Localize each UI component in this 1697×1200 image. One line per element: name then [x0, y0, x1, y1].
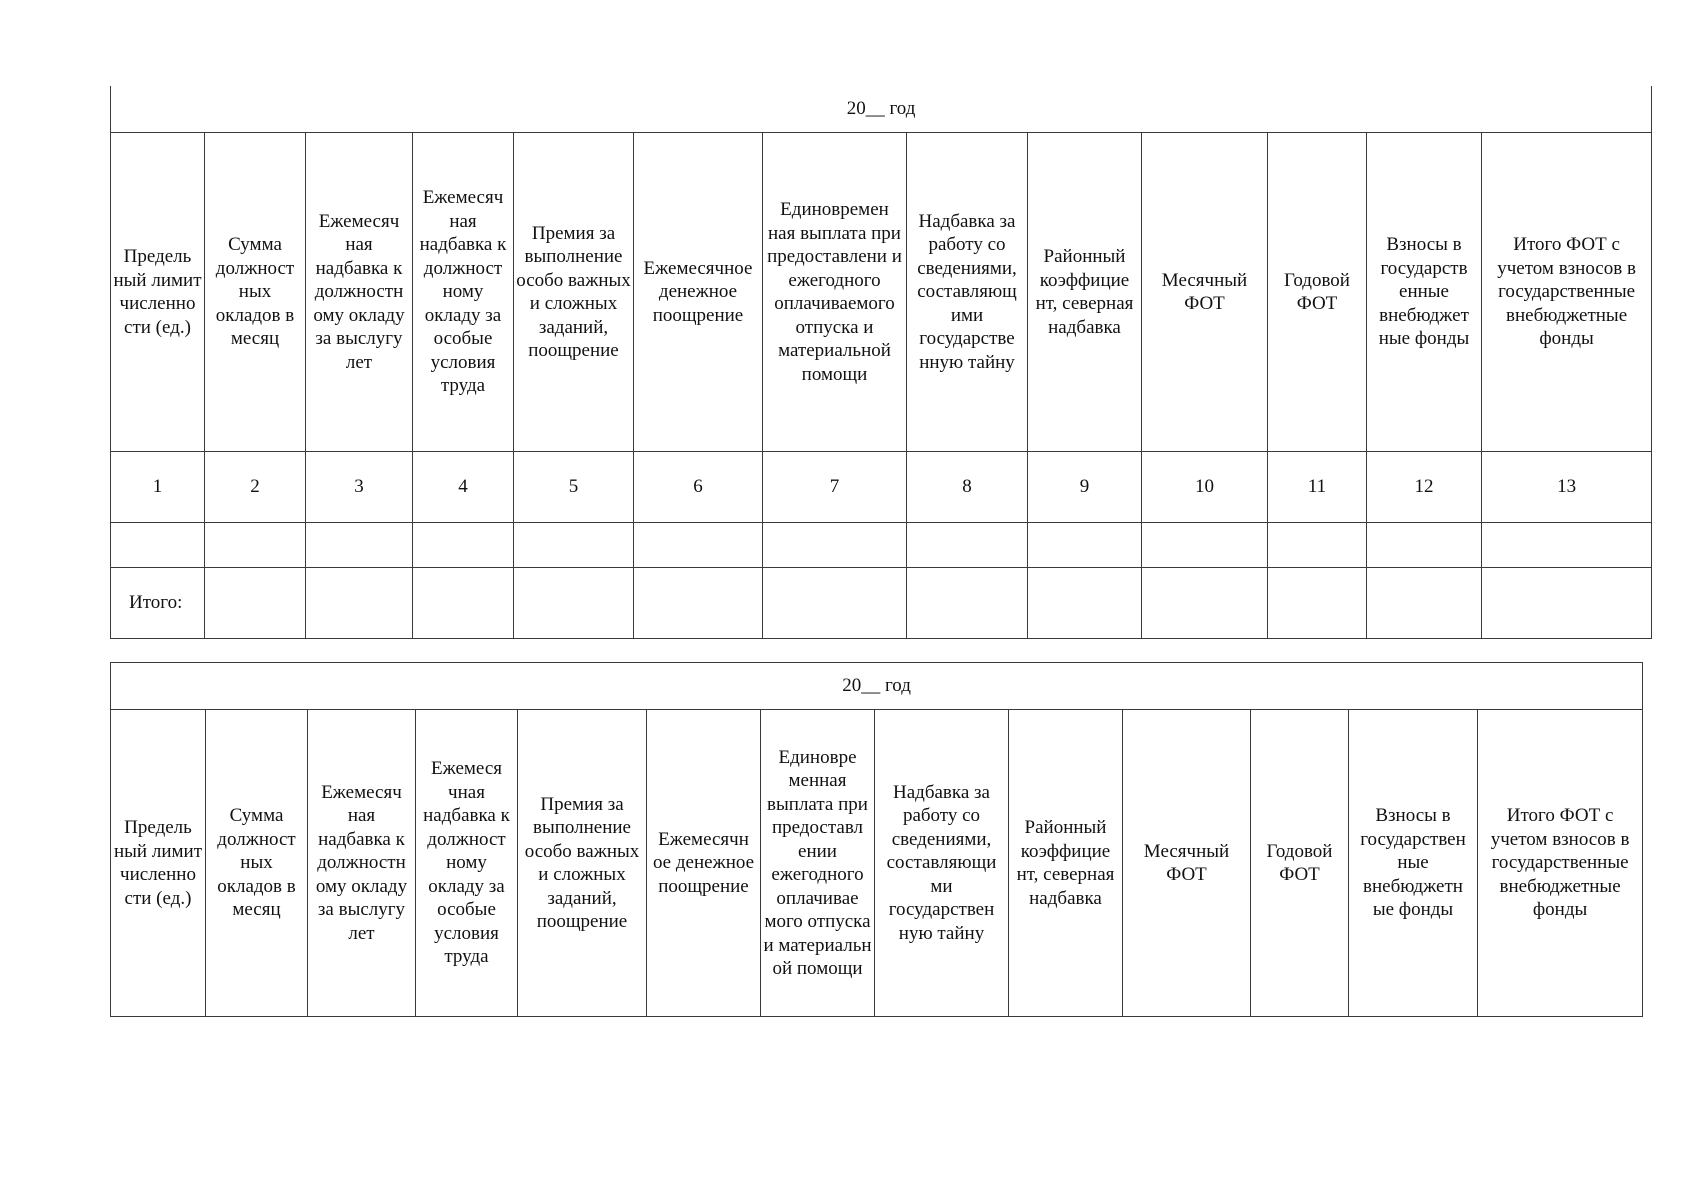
column-number: 1: [111, 452, 205, 523]
header-cell-3: Ежемесяч ная надбавка к должностн ому окладу за выслугу лет: [308, 710, 416, 1017]
table-cell[interactable]: [111, 523, 205, 568]
table-cell[interactable]: [306, 523, 413, 568]
header-cell-7: Единовремен ная выплата при предоставлени и ежегодного оплачиваемого отпуска и материальной помощи: [763, 133, 907, 452]
table-cell[interactable]: [306, 568, 413, 639]
table-cell[interactable]: [1367, 568, 1482, 639]
column-number: 6: [634, 452, 763, 523]
header-cell-12: Взносы в государствен ные внебюджетн ые фонды: [1349, 710, 1478, 1017]
table-cell[interactable]: [763, 523, 907, 568]
header-cell-8: Надбавка за работу со сведениями, составляющи ми государствен ную тайну: [875, 710, 1009, 1017]
header-cell-8: Надбавка за работу со сведениями, составляющ ими государстве нную тайну: [907, 133, 1028, 452]
table-cell[interactable]: [763, 568, 907, 639]
column-number: 5: [514, 452, 634, 523]
table-cell[interactable]: [1268, 568, 1367, 639]
header-cell-5: Премия за выполнение особо важных и сложных заданий, поощрение: [514, 133, 634, 452]
header-cell-1: Предель ный лимит численно сти (ед.): [111, 710, 206, 1017]
column-number: 7: [763, 452, 907, 523]
column-number: 3: [306, 452, 413, 523]
header-cell-6: Ежемесячн ое денежное поощрение: [647, 710, 761, 1017]
header-cell-13: Итого ФОТ с учетом взносов в государственные внебюджетные фонды: [1482, 133, 1652, 452]
table-cell[interactable]: [1367, 523, 1482, 568]
table-cell[interactable]: [907, 568, 1028, 639]
table-cell[interactable]: [1142, 523, 1268, 568]
table-cell[interactable]: [1142, 568, 1268, 639]
table-cell[interactable]: [1268, 523, 1367, 568]
header-cell-10: Месячный ФОТ: [1123, 710, 1251, 1017]
table-cell[interactable]: [907, 523, 1028, 568]
column-number: 8: [907, 452, 1028, 523]
table-cell[interactable]: [1028, 523, 1142, 568]
table-cell[interactable]: [205, 523, 306, 568]
column-number: 12: [1367, 452, 1482, 523]
header-cell-12: Взносы в государств енные внебюджет ные фонды: [1367, 133, 1482, 452]
column-number: 2: [205, 452, 306, 523]
header-cell-13: Итого ФОТ с учетом взносов в государственные внебюджетные фонды: [1478, 710, 1643, 1017]
year-label: 20__ год: [111, 663, 1643, 710]
header-cell-6: Ежемесячное денежное поощрение: [634, 133, 763, 452]
header-cell-7: Единовре менная выплата при предоставл ении ежегодного оплачивае мого отпуска и материальн ой помощи: [761, 710, 875, 1017]
column-number: 13: [1482, 452, 1652, 523]
column-number: 10: [1142, 452, 1268, 523]
table-cell[interactable]: [634, 568, 763, 639]
header-cell-1: Предель ный лимит численно сти (ед.): [111, 133, 205, 452]
total-row: [111, 568, 1652, 639]
header-cell-2: Сумма должност ных окладов в месяц: [206, 710, 308, 1017]
payroll-table-2: [110, 662, 1643, 1017]
table-cell[interactable]: [413, 523, 514, 568]
year-row: [111, 86, 1652, 133]
empty-data-row: [111, 523, 1652, 568]
header-cell-9: Районный коэффицие нт, северная надбавка: [1028, 133, 1142, 452]
column-number-row: [111, 452, 1652, 523]
header-cell-4: Ежемеся чная надбавка к должност ному окладу за особые условия труда: [416, 710, 518, 1017]
header-cell-11: Годовой ФОТ: [1268, 133, 1367, 452]
header-row: [111, 133, 1652, 452]
header-row: [111, 710, 1643, 1017]
table-cell[interactable]: [205, 568, 306, 639]
column-number: 11: [1268, 452, 1367, 523]
header-cell-5: Премия за выполнение особо важных и сложных заданий, поощрение: [518, 710, 647, 1017]
header-cell-11: Годовой ФОТ: [1251, 710, 1349, 1017]
table-cell[interactable]: [634, 523, 763, 568]
table-cell[interactable]: [1482, 568, 1652, 639]
year-label: 20__ год: [111, 86, 1652, 133]
column-number: 4: [413, 452, 514, 523]
table-cell[interactable]: [514, 568, 634, 639]
table-cell[interactable]: [1028, 568, 1142, 639]
header-cell-4: Ежемесяч ная надбавка к должност ному окладу за особые условия труда: [413, 133, 514, 452]
header-cell-9: Районный коэффицие нт, северная надбавка: [1009, 710, 1123, 1017]
payroll-table-1: [110, 86, 1652, 639]
year-row: [111, 663, 1643, 710]
table-cell[interactable]: [413, 568, 514, 639]
header-cell-10: Месячный ФОТ: [1142, 133, 1268, 452]
table-cell[interactable]: [1482, 523, 1652, 568]
header-cell-3: Ежемесяч ная надбавка к должностн ому окладу за выслугу лет: [306, 133, 413, 452]
total-label: Итого:: [111, 568, 205, 639]
column-number: 9: [1028, 452, 1142, 523]
table-cell[interactable]: [514, 523, 634, 568]
header-cell-2: Сумма должност ных окладов в месяц: [205, 133, 306, 452]
